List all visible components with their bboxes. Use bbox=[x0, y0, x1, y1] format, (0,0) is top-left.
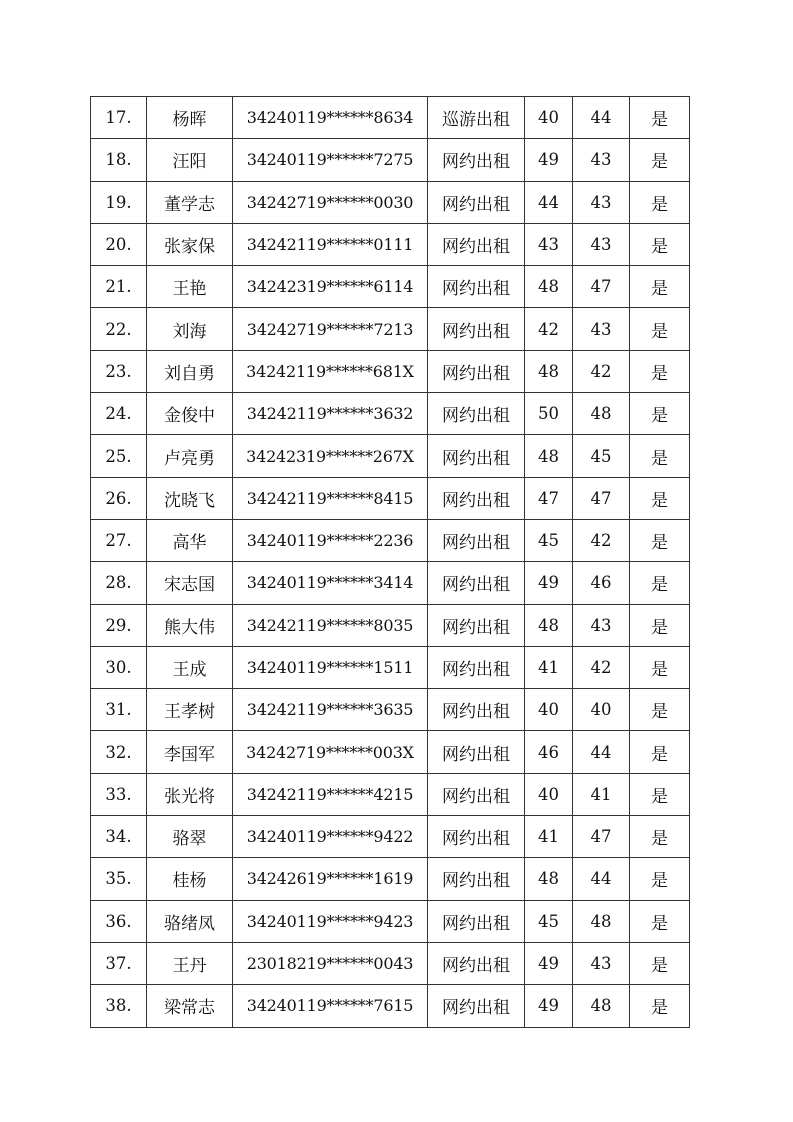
row-number-cell: 36. bbox=[91, 900, 147, 942]
qualified-cell: 是 bbox=[630, 816, 690, 858]
service-type-cell: 网约出租 bbox=[428, 646, 525, 688]
row-number-cell: 19. bbox=[91, 181, 147, 223]
service-type-cell: 网约出租 bbox=[428, 308, 525, 350]
score-2-cell: 43 bbox=[573, 308, 630, 350]
row-number-cell: 37. bbox=[91, 942, 147, 984]
row-number-cell: 35. bbox=[91, 858, 147, 900]
score-2-cell: 42 bbox=[573, 519, 630, 561]
service-type-cell: 网约出租 bbox=[428, 942, 525, 984]
row-number-cell: 26. bbox=[91, 477, 147, 519]
id-number-cell: 34242119******4215 bbox=[233, 773, 428, 815]
id-number-cell: 34240119******3414 bbox=[233, 562, 428, 604]
row-number-cell: 25. bbox=[91, 435, 147, 477]
service-type-cell: 网约出租 bbox=[428, 519, 525, 561]
qualified-cell: 是 bbox=[630, 350, 690, 392]
score-1-cell: 49 bbox=[525, 985, 573, 1027]
table-row bbox=[91, 435, 690, 477]
service-type-cell: 网约出租 bbox=[428, 350, 525, 392]
service-type-cell: 网约出租 bbox=[428, 139, 525, 181]
id-number-cell: 34240119******9423 bbox=[233, 900, 428, 942]
score-2-cell: 43 bbox=[573, 942, 630, 984]
name-cell: 沈晓飞 bbox=[147, 477, 233, 519]
service-type-cell: 巡游出租 bbox=[428, 97, 525, 139]
score-1-cell: 50 bbox=[525, 393, 573, 435]
table-row bbox=[91, 942, 690, 984]
id-number-cell: 34240119******2236 bbox=[233, 519, 428, 561]
service-type-cell: 网约出租 bbox=[428, 181, 525, 223]
qualified-cell: 是 bbox=[630, 223, 690, 265]
qualified-cell: 是 bbox=[630, 435, 690, 477]
qualified-cell: 是 bbox=[630, 308, 690, 350]
score-1-cell: 48 bbox=[525, 350, 573, 392]
score-1-cell: 46 bbox=[525, 731, 573, 773]
qualified-cell: 是 bbox=[630, 689, 690, 731]
qualified-cell: 是 bbox=[630, 477, 690, 519]
row-number-cell: 34. bbox=[91, 816, 147, 858]
score-1-cell: 49 bbox=[525, 562, 573, 604]
name-cell: 王艳 bbox=[147, 266, 233, 308]
table-row bbox=[91, 985, 690, 1027]
service-type-cell: 网约出租 bbox=[428, 477, 525, 519]
service-type-cell: 网约出租 bbox=[428, 900, 525, 942]
roster-table bbox=[90, 96, 690, 1028]
score-1-cell: 49 bbox=[525, 139, 573, 181]
name-cell: 汪阳 bbox=[147, 139, 233, 181]
score-1-cell: 44 bbox=[525, 181, 573, 223]
score-2-cell: 48 bbox=[573, 900, 630, 942]
qualified-cell: 是 bbox=[630, 604, 690, 646]
service-type-cell: 网约出租 bbox=[428, 393, 525, 435]
score-2-cell: 43 bbox=[573, 604, 630, 646]
name-cell: 刘自勇 bbox=[147, 350, 233, 392]
table-row bbox=[91, 519, 690, 561]
row-number-cell: 33. bbox=[91, 773, 147, 815]
table-row bbox=[91, 223, 690, 265]
qualified-cell: 是 bbox=[630, 773, 690, 815]
table-row bbox=[91, 731, 690, 773]
id-number-cell: 34240119******8634 bbox=[233, 97, 428, 139]
table-row bbox=[91, 181, 690, 223]
name-cell: 骆绪凤 bbox=[147, 900, 233, 942]
id-number-cell: 34240119******1511 bbox=[233, 646, 428, 688]
score-2-cell: 43 bbox=[573, 139, 630, 181]
id-number-cell: 34242119******3632 bbox=[233, 393, 428, 435]
name-cell: 高华 bbox=[147, 519, 233, 561]
name-cell: 刘海 bbox=[147, 308, 233, 350]
id-number-cell: 34242119******3635 bbox=[233, 689, 428, 731]
name-cell: 宋志国 bbox=[147, 562, 233, 604]
score-2-cell: 44 bbox=[573, 731, 630, 773]
row-number-cell: 20. bbox=[91, 223, 147, 265]
qualified-cell: 是 bbox=[630, 266, 690, 308]
row-number-cell: 31. bbox=[91, 689, 147, 731]
score-1-cell: 48 bbox=[525, 435, 573, 477]
table-row bbox=[91, 393, 690, 435]
score-1-cell: 40 bbox=[525, 773, 573, 815]
name-cell: 卢亮勇 bbox=[147, 435, 233, 477]
qualified-cell: 是 bbox=[630, 181, 690, 223]
name-cell: 董学志 bbox=[147, 181, 233, 223]
table-row bbox=[91, 816, 690, 858]
qualified-cell: 是 bbox=[630, 519, 690, 561]
table-row bbox=[91, 308, 690, 350]
service-type-cell: 网约出租 bbox=[428, 435, 525, 477]
score-2-cell: 42 bbox=[573, 646, 630, 688]
qualified-cell: 是 bbox=[630, 562, 690, 604]
name-cell: 熊大伟 bbox=[147, 604, 233, 646]
table-row bbox=[91, 350, 690, 392]
qualified-cell: 是 bbox=[630, 139, 690, 181]
score-2-cell: 43 bbox=[573, 181, 630, 223]
score-2-cell: 48 bbox=[573, 985, 630, 1027]
id-number-cell: 34242119******8035 bbox=[233, 604, 428, 646]
score-1-cell: 40 bbox=[525, 97, 573, 139]
qualified-cell: 是 bbox=[630, 393, 690, 435]
table-row bbox=[91, 858, 690, 900]
table-row bbox=[91, 689, 690, 731]
score-1-cell: 40 bbox=[525, 689, 573, 731]
qualified-cell: 是 bbox=[630, 985, 690, 1027]
table-row bbox=[91, 646, 690, 688]
row-number-cell: 30. bbox=[91, 646, 147, 688]
id-number-cell: 34242319******267X bbox=[233, 435, 428, 477]
name-cell: 李国军 bbox=[147, 731, 233, 773]
service-type-cell: 网约出租 bbox=[428, 773, 525, 815]
score-2-cell: 47 bbox=[573, 266, 630, 308]
row-number-cell: 32. bbox=[91, 731, 147, 773]
name-cell: 桂杨 bbox=[147, 858, 233, 900]
id-number-cell: 34240119******7615 bbox=[233, 985, 428, 1027]
score-1-cell: 41 bbox=[525, 646, 573, 688]
score-2-cell: 44 bbox=[573, 858, 630, 900]
score-2-cell: 41 bbox=[573, 773, 630, 815]
row-number-cell: 22. bbox=[91, 308, 147, 350]
row-number-cell: 29. bbox=[91, 604, 147, 646]
table-row bbox=[91, 139, 690, 181]
id-number-cell: 34240119******7275 bbox=[233, 139, 428, 181]
qualified-cell: 是 bbox=[630, 646, 690, 688]
service-type-cell: 网约出租 bbox=[428, 816, 525, 858]
service-type-cell: 网约出租 bbox=[428, 223, 525, 265]
service-type-cell: 网约出租 bbox=[428, 604, 525, 646]
id-number-cell: 23018219******0043 bbox=[233, 942, 428, 984]
service-type-cell: 网约出租 bbox=[428, 731, 525, 773]
table-row bbox=[91, 604, 690, 646]
id-number-cell: 34242719******003X bbox=[233, 731, 428, 773]
score-1-cell: 47 bbox=[525, 477, 573, 519]
score-2-cell: 47 bbox=[573, 816, 630, 858]
name-cell: 杨晖 bbox=[147, 97, 233, 139]
table-row bbox=[91, 773, 690, 815]
service-type-cell: 网约出租 bbox=[428, 689, 525, 731]
score-2-cell: 44 bbox=[573, 97, 630, 139]
id-number-cell: 34240119******9422 bbox=[233, 816, 428, 858]
service-type-cell: 网约出租 bbox=[428, 985, 525, 1027]
row-number-cell: 21. bbox=[91, 266, 147, 308]
name-cell: 张家保 bbox=[147, 223, 233, 265]
row-number-cell: 23. bbox=[91, 350, 147, 392]
name-cell: 金俊中 bbox=[147, 393, 233, 435]
id-number-cell: 34242719******7213 bbox=[233, 308, 428, 350]
score-2-cell: 40 bbox=[573, 689, 630, 731]
qualified-cell: 是 bbox=[630, 97, 690, 139]
table-row bbox=[91, 477, 690, 519]
name-cell: 梁常志 bbox=[147, 985, 233, 1027]
service-type-cell: 网约出租 bbox=[428, 562, 525, 604]
table-row bbox=[91, 266, 690, 308]
id-number-cell: 34242319******6114 bbox=[233, 266, 428, 308]
score-1-cell: 48 bbox=[525, 604, 573, 646]
score-1-cell: 42 bbox=[525, 308, 573, 350]
qualified-cell: 是 bbox=[630, 858, 690, 900]
table-row bbox=[91, 562, 690, 604]
name-cell: 王孝树 bbox=[147, 689, 233, 731]
row-number-cell: 28. bbox=[91, 562, 147, 604]
score-1-cell: 48 bbox=[525, 266, 573, 308]
id-number-cell: 34242719******0030 bbox=[233, 181, 428, 223]
score-1-cell: 48 bbox=[525, 858, 573, 900]
id-number-cell: 34242119******8415 bbox=[233, 477, 428, 519]
score-1-cell: 43 bbox=[525, 223, 573, 265]
score-2-cell: 47 bbox=[573, 477, 630, 519]
id-number-cell: 34242619******1619 bbox=[233, 858, 428, 900]
score-1-cell: 49 bbox=[525, 942, 573, 984]
qualified-cell: 是 bbox=[630, 731, 690, 773]
table-row bbox=[91, 900, 690, 942]
score-2-cell: 45 bbox=[573, 435, 630, 477]
service-type-cell: 网约出租 bbox=[428, 266, 525, 308]
service-type-cell: 网约出租 bbox=[428, 858, 525, 900]
score-2-cell: 43 bbox=[573, 223, 630, 265]
qualified-cell: 是 bbox=[630, 900, 690, 942]
name-cell: 王成 bbox=[147, 646, 233, 688]
row-number-cell: 24. bbox=[91, 393, 147, 435]
score-2-cell: 46 bbox=[573, 562, 630, 604]
name-cell: 王丹 bbox=[147, 942, 233, 984]
score-1-cell: 45 bbox=[525, 519, 573, 561]
score-1-cell: 45 bbox=[525, 900, 573, 942]
row-number-cell: 17. bbox=[91, 97, 147, 139]
score-2-cell: 42 bbox=[573, 350, 630, 392]
row-number-cell: 18. bbox=[91, 139, 147, 181]
name-cell: 骆翠 bbox=[147, 816, 233, 858]
row-number-cell: 27. bbox=[91, 519, 147, 561]
roster-table-body bbox=[91, 97, 690, 1028]
row-number-cell: 38. bbox=[91, 985, 147, 1027]
id-number-cell: 34242119******0111 bbox=[233, 223, 428, 265]
name-cell: 张光将 bbox=[147, 773, 233, 815]
qualified-cell: 是 bbox=[630, 942, 690, 984]
id-number-cell: 34242119******681X bbox=[233, 350, 428, 392]
score-2-cell: 48 bbox=[573, 393, 630, 435]
table-row bbox=[91, 97, 690, 139]
score-1-cell: 41 bbox=[525, 816, 573, 858]
